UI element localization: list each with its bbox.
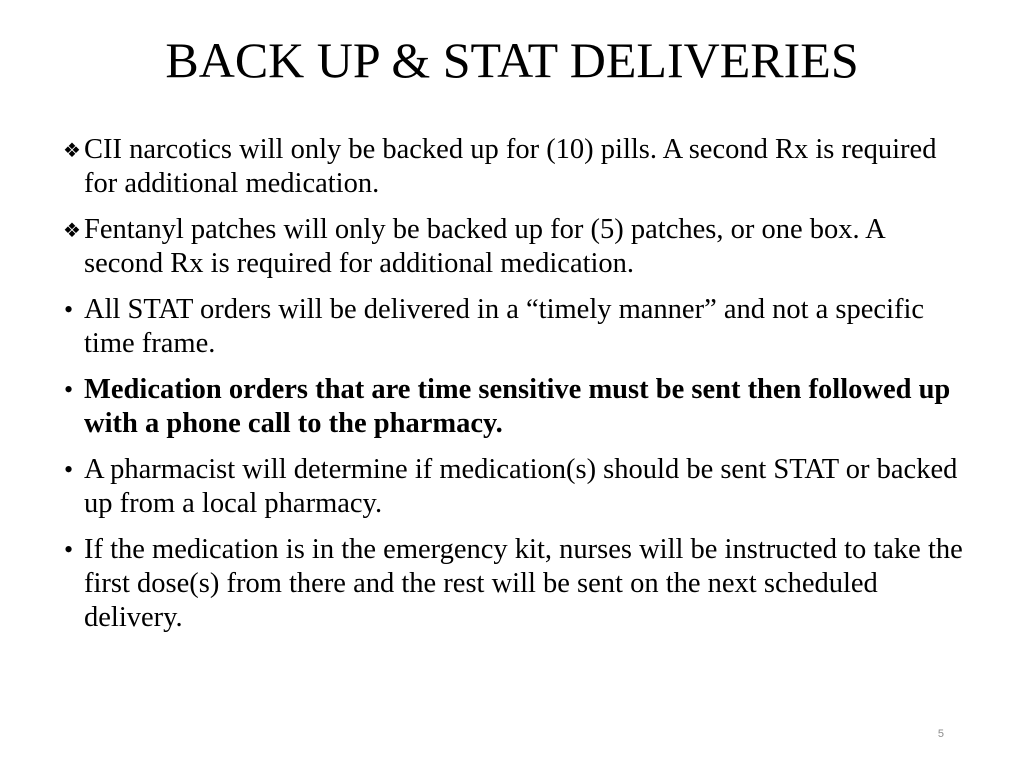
bullet-item — [64, 293, 964, 361]
slide-number: 5 — [937, 728, 944, 740]
bullet-text: A pharmacist will determine if medication(s) should be sent STAT or backed up from a local pharmacy. — [84, 454, 958, 519]
bullet-item — [64, 213, 964, 281]
dot-bullet-icon: • — [64, 295, 74, 324]
dot-bullet-icon: • — [64, 375, 74, 404]
bullet-list — [64, 133, 964, 647]
dot-bullet-icon: • — [64, 455, 74, 484]
bullet-item — [64, 133, 964, 201]
bullet-text: Fentanyl patches will only be backed up for (5) patches, or one box. A second Rx is required for additional medication. — [84, 214, 885, 279]
slide-title: BACK UP & STAT DELIVERIES — [165, 32, 859, 88]
bullet-text: All STAT orders will be delivered in a “timely manner” and not a specific time frame. — [84, 294, 925, 359]
bullet-text-emphasis: Medication orders that are time sensitive must be sent then followed up with a phone call to the pharmacy. — [84, 374, 951, 439]
diamond-bullet-icon: ❖ — [63, 220, 81, 242]
dot-bullet-icon: • — [64, 535, 74, 564]
bullet-text: If the medication is in the emergency kit, nurses will be instructed to take the first dose(s) from there and the rest will be sent on the next scheduled delivery. — [84, 534, 963, 633]
diamond-bullet-icon: ❖ — [63, 140, 81, 162]
bullet-item — [64, 453, 964, 521]
bullet-item — [64, 373, 964, 441]
bullet-item — [64, 533, 964, 635]
bullet-text: CII narcotics will only be backed up for (10) pills. A second Rx is required for additional medication. — [84, 134, 937, 199]
